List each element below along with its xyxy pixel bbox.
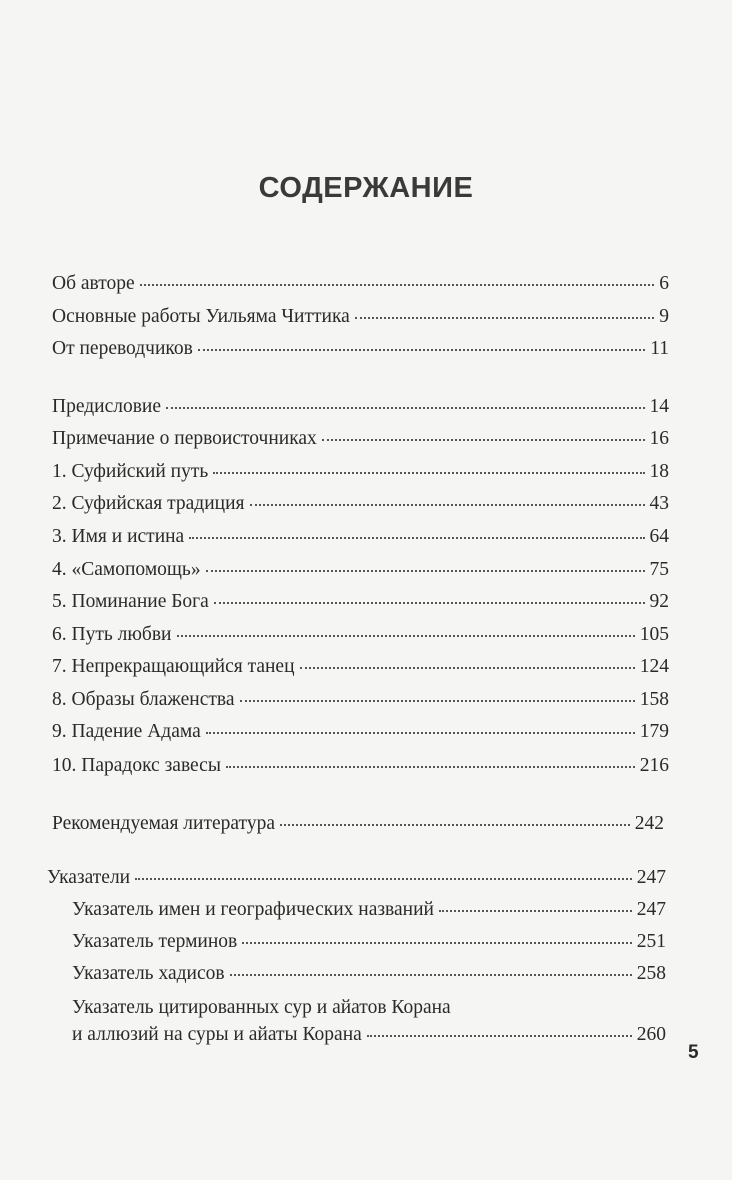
toc-entry[interactable] (52, 558, 669, 582)
toc-entry-label: 5. Поминание Бога (52, 591, 209, 612)
toc-entry-page: 216 (639, 755, 669, 776)
dot-leader (439, 910, 632, 912)
toc-subentry[interactable] (72, 930, 666, 954)
toc-entry-page: 92 (649, 591, 669, 612)
toc-entry-page: 258 (636, 963, 666, 984)
toc-entry-page: 6 (659, 273, 669, 294)
dot-leader (230, 974, 632, 976)
toc-entry[interactable] (52, 492, 669, 516)
dot-leader (242, 942, 631, 944)
toc-entry-label: Основные работы Уильяма Читтика (52, 306, 350, 327)
toc-entry[interactable] (52, 720, 669, 744)
toc-entry-page: 179 (639, 721, 669, 742)
toc-entry[interactable] (52, 688, 669, 712)
toc-entry-label: Указатели (47, 867, 131, 888)
toc-subentry[interactable] (72, 962, 666, 986)
toc-entry-page: 247 (636, 899, 666, 920)
toc-entry-page: 11 (650, 338, 669, 359)
dot-leader (206, 570, 645, 572)
toc-entry-page: 251 (636, 931, 666, 952)
toc-entry[interactable] (52, 590, 669, 614)
toc-entry-label: 6. Путь любви (52, 624, 172, 645)
toc-entry[interactable] (52, 272, 669, 296)
toc-entry-label: 8. Образы блаженства (52, 689, 235, 710)
toc-entry-label: 7. Непрекращающийся танец (52, 656, 295, 677)
toc-subentry[interactable] (72, 994, 666, 1048)
toc-entry-label-line1: Указатель цитированных сур и айатов Корана (72, 997, 451, 1018)
toc-entry-label: Примечание о первоисточниках (52, 428, 317, 449)
toc-entry-label: Указатель имен и географических названий (72, 899, 434, 920)
dot-leader (198, 349, 645, 351)
toc-entry-label: От переводчиков (52, 338, 193, 359)
toc-entry-label: 1. Суфийский путь (52, 461, 209, 482)
toc-entry-page: 158 (639, 689, 669, 710)
toc-entry[interactable] (52, 337, 669, 361)
toc-entry-label: Об авторе (52, 273, 135, 294)
toc-entry-page: 9 (659, 306, 669, 327)
toc-entry-label-line2: и аллюзий на суры и айаты Корана (72, 1024, 362, 1045)
dot-leader (250, 504, 645, 506)
toc-entry-label: Указатель хадисов (72, 963, 225, 984)
dot-leader (166, 407, 644, 409)
toc-entry[interactable] (52, 754, 669, 778)
toc-entry-page: 260 (636, 1024, 666, 1045)
toc-entry-label: 4. «Самопомощь» (52, 559, 201, 580)
dot-leader (140, 284, 655, 286)
toc-entry[interactable] (52, 812, 664, 836)
toc-entry-page: 75 (649, 559, 669, 580)
dot-leader (214, 602, 645, 604)
toc-entry-label: 10. Парадокс завесы (52, 755, 221, 776)
toc-entry[interactable] (52, 305, 669, 329)
toc-entry-page: 247 (636, 867, 666, 888)
dot-leader (177, 635, 635, 637)
dot-leader (367, 1035, 632, 1037)
toc-entry[interactable] (52, 460, 669, 484)
toc-entry[interactable] (52, 395, 669, 419)
toc-entry-page: 18 (649, 461, 669, 482)
dot-leader (206, 732, 635, 734)
toc-entry-label: 9. Падение Адама (52, 721, 201, 742)
toc-entry-page: 64 (649, 526, 669, 547)
toc-entry[interactable] (52, 427, 669, 451)
toc-entry-label: 3. Имя и истина (52, 526, 185, 547)
dot-leader (355, 317, 654, 319)
dot-leader (280, 824, 630, 826)
dot-leader (240, 700, 635, 702)
dot-leader (322, 439, 645, 441)
toc-entry-label: Предисловие (52, 396, 162, 417)
toc-entry[interactable] (47, 866, 666, 890)
dot-leader (226, 766, 635, 768)
dot-leader (300, 667, 635, 669)
toc-entry[interactable] (52, 655, 669, 679)
toc-entry-page: 124 (639, 656, 669, 677)
toc-entry-page: 16 (649, 428, 669, 449)
toc-entry-page: 14 (649, 396, 669, 417)
dot-leader (213, 472, 644, 474)
toc-subentry[interactable] (72, 898, 666, 922)
toc-entry-label: 2. Суфийская традиция (52, 493, 245, 514)
toc-entry-page: 43 (649, 493, 669, 514)
toc-entry[interactable] (52, 525, 669, 549)
toc-entry[interactable] (52, 623, 669, 647)
toc-entry-page: 242 (634, 813, 664, 834)
dot-leader (135, 878, 632, 880)
toc-entry-page: 105 (639, 624, 669, 645)
toc-entry-label: Рекомендуемая литература (52, 813, 275, 834)
page-title: СОДЕРЖАНИЕ (258, 172, 474, 204)
page-number: 5 (688, 1042, 699, 1063)
dot-leader (189, 537, 644, 539)
toc-entry-label: Указатель терминов (72, 931, 238, 952)
